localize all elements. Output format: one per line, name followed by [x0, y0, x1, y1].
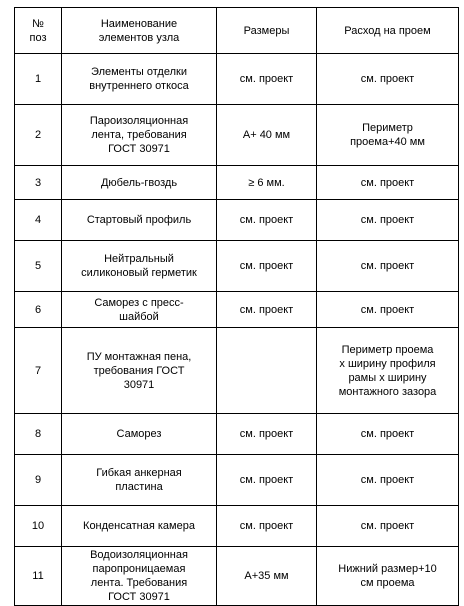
table-row: [15, 105, 459, 166]
table-row: [15, 166, 459, 200]
cell-consumption: см. проект: [317, 455, 459, 506]
cell-dimensions: см. проект: [217, 200, 317, 241]
cell-position-number: 11: [15, 547, 62, 606]
header-position-number: № поз: [15, 8, 62, 54]
cell-element-name: Саморез с пресс- шайбой: [62, 292, 217, 328]
cell-element-name: Саморез: [62, 414, 217, 455]
cell-consumption: см. проект: [317, 166, 459, 200]
cell-element-name: ПУ монтажная пена, требования ГОСТ 30971: [62, 328, 217, 414]
cell-element-name: Конденсатная камера: [62, 506, 217, 547]
cell-position-number: 5: [15, 241, 62, 292]
cell-dimensions: см. проект: [217, 455, 317, 506]
cell-position-number: 7: [15, 328, 62, 414]
cell-position-number: 2: [15, 105, 62, 166]
specification-table: [14, 7, 459, 606]
cell-consumption: см. проект: [317, 414, 459, 455]
table-row: [15, 506, 459, 547]
header-dimensions: Размеры: [217, 8, 317, 54]
cell-dimensions: см. проект: [217, 292, 317, 328]
cell-position-number: 6: [15, 292, 62, 328]
cell-consumption: Периметр проема х ширину профиля рамы х ширину монтажного зазора: [317, 328, 459, 414]
cell-position-number: 8: [15, 414, 62, 455]
cell-dimensions: А+ 40 мм: [217, 105, 317, 166]
cell-element-name: Стартовый профиль: [62, 200, 217, 241]
cell-dimensions: см. проект: [217, 54, 317, 105]
cell-element-name: Водоизоляционная паропроницаемая лента. Требования ГОСТ 30971: [62, 547, 217, 606]
cell-element-name: Пароизоляционная лента, требования ГОСТ 30971: [62, 105, 217, 166]
cell-dimensions: см. проект: [217, 241, 317, 292]
cell-consumption: Нижний размер+10 см проема: [317, 547, 459, 606]
table-row: [15, 54, 459, 105]
cell-dimensions: см. проект: [217, 506, 317, 547]
cell-element-name: Нейтральный силиконовый герметик: [62, 241, 217, 292]
cell-position-number: 1: [15, 54, 62, 105]
cell-dimensions: [217, 328, 317, 414]
cell-position-number: 9: [15, 455, 62, 506]
cell-element-name: Гибкая анкерная пластина: [62, 455, 217, 506]
table-header-row: [15, 8, 459, 54]
cell-position-number: 3: [15, 166, 62, 200]
table-row: [15, 547, 459, 606]
cell-element-name: Элементы отделки внутреннего откоса: [62, 54, 217, 105]
table-row: [15, 414, 459, 455]
table-row: [15, 292, 459, 328]
cell-dimensions: см. проект: [217, 414, 317, 455]
cell-element-name: Дюбель-гвоздь: [62, 166, 217, 200]
cell-consumption: см. проект: [317, 292, 459, 328]
cell-consumption: см. проект: [317, 54, 459, 105]
cell-position-number: 4: [15, 200, 62, 241]
table-row: [15, 455, 459, 506]
cell-dimensions: А+35 мм: [217, 547, 317, 606]
header-element-name: Наименование элементов узла: [62, 8, 217, 54]
table-row: [15, 200, 459, 241]
cell-consumption: см. проект: [317, 200, 459, 241]
cell-dimensions: ≥ 6 мм.: [217, 166, 317, 200]
table-row: [15, 328, 459, 414]
header-consumption: Расход на проем: [317, 8, 459, 54]
cell-consumption: см. проект: [317, 506, 459, 547]
cell-position-number: 10: [15, 506, 62, 547]
table-row: [15, 241, 459, 292]
cell-consumption: Периметр проема+40 мм: [317, 105, 459, 166]
cell-consumption: см. проект: [317, 241, 459, 292]
